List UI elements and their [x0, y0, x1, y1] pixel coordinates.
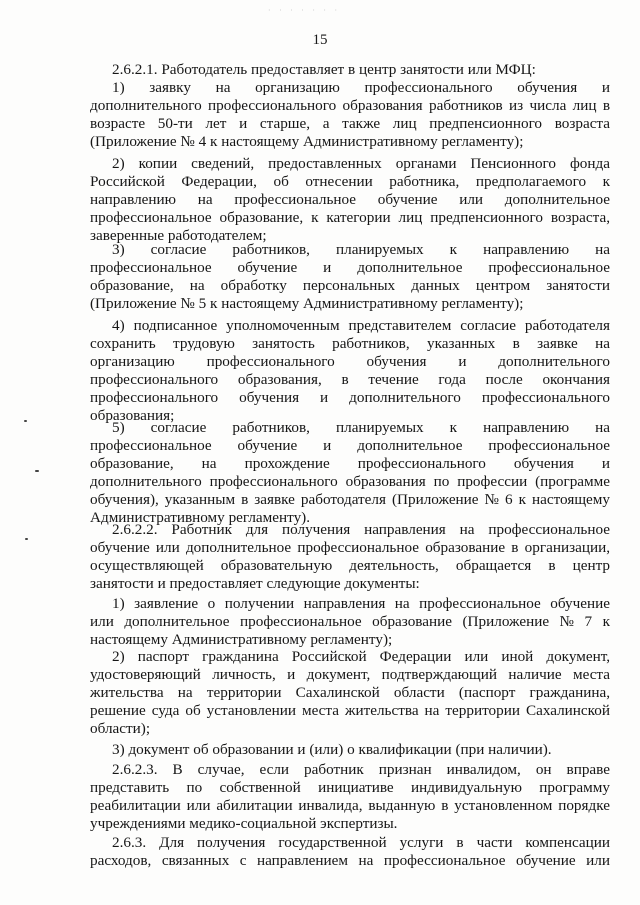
text-line: [0, 815, 640, 833]
text-line-content: или дополнительное профессиональное образование (Приложение № 7 к: [90, 613, 610, 630]
text-line-content: 2.6.2.1. Работодатель предоставляет в центр занятости или МФЦ:: [112, 61, 536, 78]
text-line-content: дополнительного профессионального образования работников из числа лиц в: [90, 97, 610, 114]
text-line: [0, 761, 640, 779]
text-line-content: области);: [90, 720, 151, 737]
text-line-content: 3) согласие работников, планируемых к направлению на: [112, 241, 610, 258]
text-line-content: обучение или дополнительное профессиональное образование в организации,: [90, 539, 610, 556]
text-line-content: 2) копии сведений, предоставленных органами Пенсионного фонда: [112, 155, 610, 172]
text-line: [0, 455, 640, 473]
text-line: [0, 631, 640, 649]
text-line: [0, 473, 640, 491]
text-line: [0, 702, 640, 720]
text-line-content: возрасте 50-ти лет и старше, а также лиц предпенсионного возраста: [90, 115, 610, 132]
text-line: [0, 741, 640, 759]
text-line: [0, 797, 640, 815]
text-line-content: удостоверяющий личность, и документ, подтверждающий наличие места: [90, 666, 610, 683]
text-line-content: образования;: [90, 407, 175, 424]
text-line-content: реабилитации или абилитации инвалида, выданную в установленном порядке: [90, 797, 610, 814]
text-line: [0, 371, 640, 389]
text-line: [0, 521, 640, 539]
text-line-content: осуществляющей образовательную деятельность, обращается в центр: [90, 557, 610, 574]
text-line: [0, 595, 640, 613]
text-line-content: 2.6.3. Для получения государственной услуги в части компенсации: [112, 834, 610, 851]
scan-speck: [25, 538, 28, 540]
text-line-content: 1) заявку на организацию профессионального обучения и: [112, 79, 610, 96]
text-line-content: 2.6.2.3. В случае, если работник признан инвалидом, он вправе: [112, 761, 610, 778]
page-number: 15: [312, 32, 328, 48]
text-line-content: профессионального обучения и дополнительного профессионального: [90, 389, 610, 406]
text-line: [0, 834, 640, 852]
text-line-content: профессиональное обучение и дополнительное профессиональное: [90, 259, 610, 276]
text-line: [0, 491, 640, 509]
text-line-content: образование, на прохождение профессионального обучения и: [90, 455, 610, 472]
text-line: [0, 191, 640, 209]
text-line-content: 4) подписанное уполномоченным представителем согласие работодателя: [112, 317, 610, 334]
text-line: [0, 779, 640, 797]
text-line: [0, 259, 640, 277]
text-line: [0, 720, 640, 738]
text-line: [0, 539, 640, 557]
text-line-content: решение суда об установлении места жительства на территории Сахалинской: [90, 702, 610, 719]
text-line-content: профессионального образования, в течение года после окончания: [90, 371, 610, 388]
text-line: [0, 277, 640, 295]
text-line: [0, 209, 640, 227]
text-line-content: представить по собственной инициативе индивидуальную программу: [90, 779, 610, 796]
text-line: [0, 61, 640, 79]
text-line-content: профессиональное образование, к категории лиц предпенсионного возраста,: [90, 209, 610, 226]
text-line-content: профессиональное обучение и дополнительное профессиональное: [90, 437, 610, 454]
text-line-content: заверенные работодателем;: [90, 227, 267, 244]
text-line: [0, 575, 640, 593]
text-line-content: 1) заявление о получении направления на профессиональное обучение: [112, 595, 610, 612]
text-line-content: 5) согласие работников, планируемых к направлению на: [112, 419, 610, 436]
text-line-content: занятости и предоставляет следующие документы:: [90, 575, 420, 592]
text-line-content: Административному регламенту).: [90, 509, 311, 526]
text-line: [0, 155, 640, 173]
text-line-content: 2.6.2.2. Работник для получения направления на профессиональное: [112, 521, 610, 538]
text-line-content: 2) паспорт гражданина Российской Федерации или иной документ,: [112, 648, 610, 665]
text-line-content: обучения), указанным в заявке работодателя (Приложение № 6 к настоящему: [90, 491, 610, 508]
text-line: [0, 335, 640, 353]
text-line: [0, 133, 640, 151]
text-line-content: (Приложение № 4 к настоящему Административному регламенту);: [90, 133, 524, 150]
text-line-content: дополнительного профессионального образования по профессии (программе: [90, 473, 610, 490]
text-line-content: направлению на профессиональное обучение или дополнительное: [90, 191, 610, 208]
text-line-content: учреждениями медико-социальной экспертизы.: [90, 815, 398, 832]
text-line: [0, 353, 640, 371]
text-line-content: настоящему Административному регламенту);: [90, 631, 393, 648]
text-line: [0, 684, 640, 702]
scan-artifact: · · · · · · ·: [268, 6, 341, 15]
text-line-content: (Приложение № 5 к настоящему Административному регламенту);: [90, 295, 524, 312]
text-line: [0, 79, 640, 97]
text-line: [0, 115, 640, 133]
text-line: [0, 295, 640, 313]
scan-speck: [35, 470, 39, 472]
text-line-content: Российской Федерации, об отнесении работника, предполагаемого к: [90, 173, 610, 190]
text-line: [0, 613, 640, 631]
text-line: [0, 419, 640, 437]
text-line-content: организацию профессионального обучения и дополнительного: [90, 353, 610, 370]
text-line: [0, 648, 640, 666]
text-line: [0, 852, 640, 870]
scan-speck: [24, 420, 27, 422]
text-line-content: сохранить трудовую занятость работников, указанных в заявке на: [90, 335, 610, 352]
text-line: [0, 666, 640, 684]
text-line-content: 3) документ об образовании и (или) о квалификации (при наличии).: [112, 741, 552, 758]
text-line: [0, 173, 640, 191]
text-line: [0, 389, 640, 407]
text-line: [0, 557, 640, 575]
text-line: [0, 241, 640, 259]
text-line-content: расходов, связанных с направлением на профессиональное обучение или: [90, 852, 610, 869]
text-line: [0, 437, 640, 455]
text-line-content: жительства на территории Сахалинской области (паспорт гражданина,: [90, 684, 610, 701]
text-line-content: образование, на обработку персональных данных центром занятости: [90, 277, 610, 294]
text-line: [0, 317, 640, 335]
text-line: [0, 97, 640, 115]
